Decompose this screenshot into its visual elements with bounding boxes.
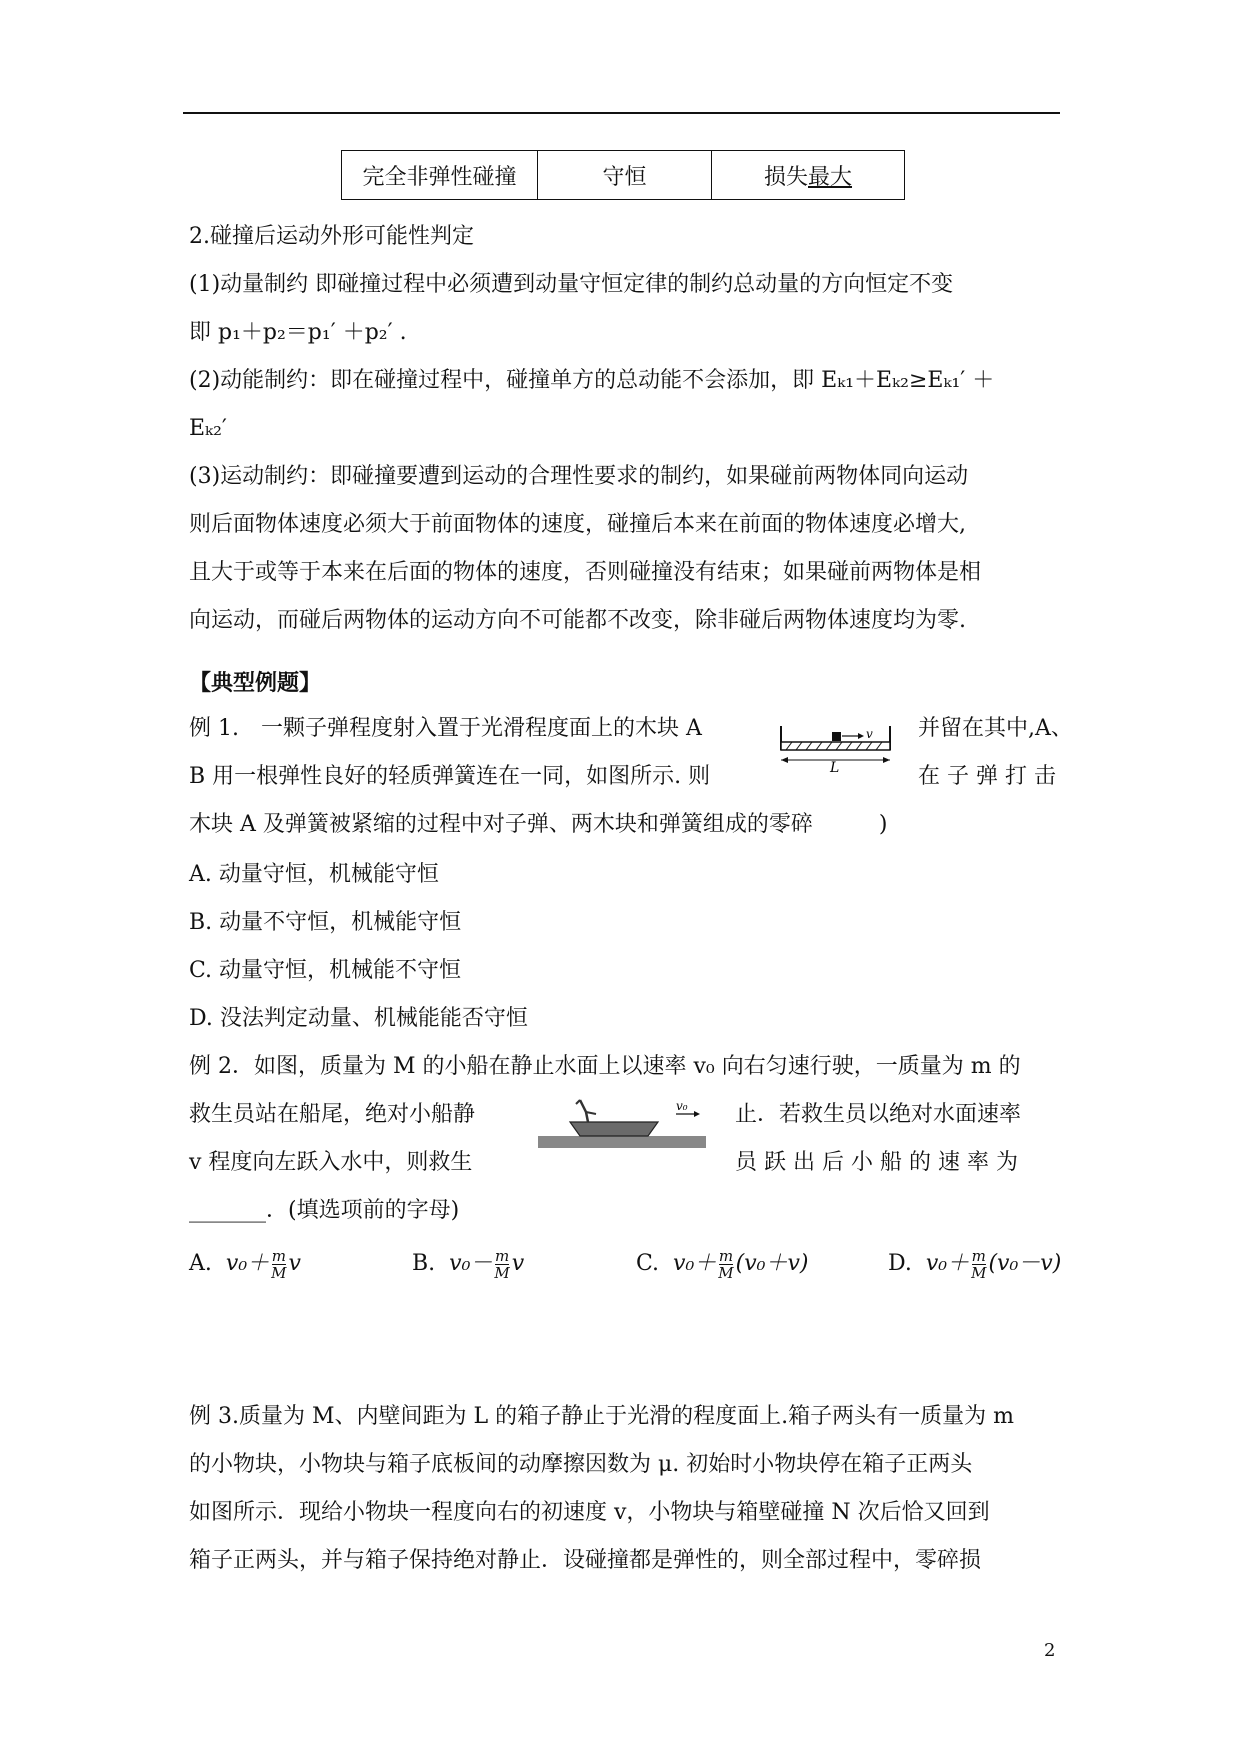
collision-table-row (341, 150, 905, 200)
line-8: 且大于或等于本来在后面的物体的速度，否则碰撞没有结束；如果碰前两物体是相 (189, 560, 982, 585)
section-heading: 【典型例题】 (189, 670, 322, 696)
fig1-L-label: L (830, 760, 840, 776)
choice-D-den: M (971, 1263, 987, 1282)
line-5: Eₖ₂′ (189, 416, 227, 441)
example2-line-4: _______．(填选项前的字母) (189, 1198, 460, 1223)
choice-C-den: M (718, 1263, 734, 1282)
example2-line-2: 救生员站在船尾，绝对小船静 (189, 1102, 476, 1127)
example2-line-1: 例 2．如图，质量为 M 的小船在静止水面上以速率 v₀ 向右匀速行驶，一质量为 m 的 (189, 1054, 1021, 1079)
choice-B-num: m (494, 1246, 510, 1265)
option-C: C. 动量守恒，机械能不守恒 (189, 958, 462, 983)
choice-C-label: C. (636, 1251, 660, 1276)
choice-A-num: m (271, 1246, 286, 1265)
line-9: 向运动，而碰后两物体的运动方向不可能都不改变，除非碰后两物体速度均为零. (189, 608, 966, 633)
choice-A-den: M (271, 1263, 287, 1282)
example3-line-1: 例 3.质量为 M、内壁间距为 L 的箱子静止于光滑的程度面上.箱子两头有一质量为 m (189, 1404, 1014, 1429)
example1-line-1-right: 并留在其中,A、 (918, 716, 1073, 741)
example1-line-2: B 用一根弹性良好的轻质弹簧连在一同，如图所示. 则 (189, 764, 711, 789)
cell-energy-emph: 最大 (808, 164, 853, 190)
choice-D-fraction (971, 1248, 986, 1281)
option-A: A. 动量守恒，机械能守恒 (189, 862, 439, 887)
choice-D-post: (v₀－v) (988, 1251, 1062, 1276)
choice-A-post: v (288, 1251, 301, 1276)
line-7: 则后面物体速度必须大于前面物体的速度，碰撞后本来在前面的物体速度必增大, (189, 512, 966, 537)
page-number: 2 (1044, 1640, 1056, 1661)
example2-line-3-right: 员 跃 出 后 小 船 的 速 率 为 (735, 1150, 1018, 1175)
line-4: (2)动能制约：即在碰撞过程中，碰撞单方的总动能不会添加，即 Eₖ₁＋Eₖ₂≥Eₖ₁′ ＋ (189, 368, 995, 393)
choice-C (636, 1246, 809, 1281)
choice-B (412, 1246, 524, 1281)
line-3: 即 p₁＋p₂＝p₁′ ＋p₂′ . (189, 320, 407, 345)
choice-B-label: B. (412, 1251, 436, 1276)
line-2: (1)动量制约 即碰撞过程中必须遭到动量守恒定律的制约总动量的方向恒定不变 (189, 272, 954, 297)
choice-C-num: m (718, 1246, 734, 1265)
example1-line-2-right: 在 子 弹 打 击 (918, 764, 1056, 789)
choice-B-fraction (494, 1248, 509, 1281)
fig2-v0-label: v₀ (676, 1099, 688, 1113)
choice-A (189, 1246, 301, 1281)
example2-figure (538, 1098, 706, 1152)
cell-energy-prefix: 损失 (763, 164, 808, 190)
choice-B-post: v (511, 1251, 525, 1276)
example3-line-4: 箱子正两头，并与箱子保持绝对静止．设碰撞都是弹性的，则全部过程中，零碎损 (189, 1548, 982, 1573)
example1-line-3: 木块 A 及弹簧被紧缩的过程中对子弹、两木块和弹簧组成的零碎 ) (189, 812, 888, 837)
choice-D-num: m (971, 1246, 986, 1265)
choice-D-label: D. (888, 1251, 912, 1276)
line-1: 2.碰撞后运动外形可能性判定 (189, 224, 474, 249)
choice-D (888, 1246, 1061, 1281)
choice-D-pre: v₀＋ (925, 1251, 970, 1276)
choice-C-pre: v₀＋ (673, 1251, 717, 1276)
example2-line-3: v 程度向左跃入水中，则救生 (189, 1150, 473, 1175)
cell-momentum: 守恒 (538, 151, 712, 199)
choice-B-pre: v₀－ (449, 1251, 493, 1276)
line-6: (3)运动制约：即碰撞要遭到运动的合理性要求的制约，如果碰前两物体同向运动 (189, 464, 969, 489)
choice-A-pre: v₀＋ (225, 1251, 270, 1276)
choice-C-post: (v₀＋v) (735, 1251, 809, 1276)
example3-line-2: 的小物块，小物块与箱子底板间的动摩擦因数为 μ. 初始时小物块停在箱子正两头 (189, 1452, 973, 1477)
header-rule (183, 112, 1060, 114)
choice-A-fraction (271, 1248, 286, 1281)
choice-C-fraction (718, 1248, 733, 1281)
cell-collision-type: 完全非弹性碰撞 (342, 151, 538, 199)
cell-energy (712, 151, 904, 199)
example1-line-1: 例 1. 一颗子弹程度射入置于光滑程度面上的木块 A (189, 716, 702, 741)
fig1-v-label: v (866, 727, 873, 741)
choice-A-label: A. (189, 1251, 212, 1276)
choice-B-den: M (494, 1263, 510, 1282)
example2-line-2-right: 止．若救生员以绝对水面速率 (735, 1102, 1022, 1127)
example3-line-3: 如图所示．现给小物块一程度向右的初速度 v，小物块与箱壁碰撞 N 次后恰又回到 (189, 1500, 990, 1525)
option-D: D. 没法判定动量、机械能能否守恒 (189, 1006, 528, 1031)
example1-figure (778, 718, 898, 780)
option-B: B. 动量不守恒，机械能守恒 (189, 910, 462, 935)
